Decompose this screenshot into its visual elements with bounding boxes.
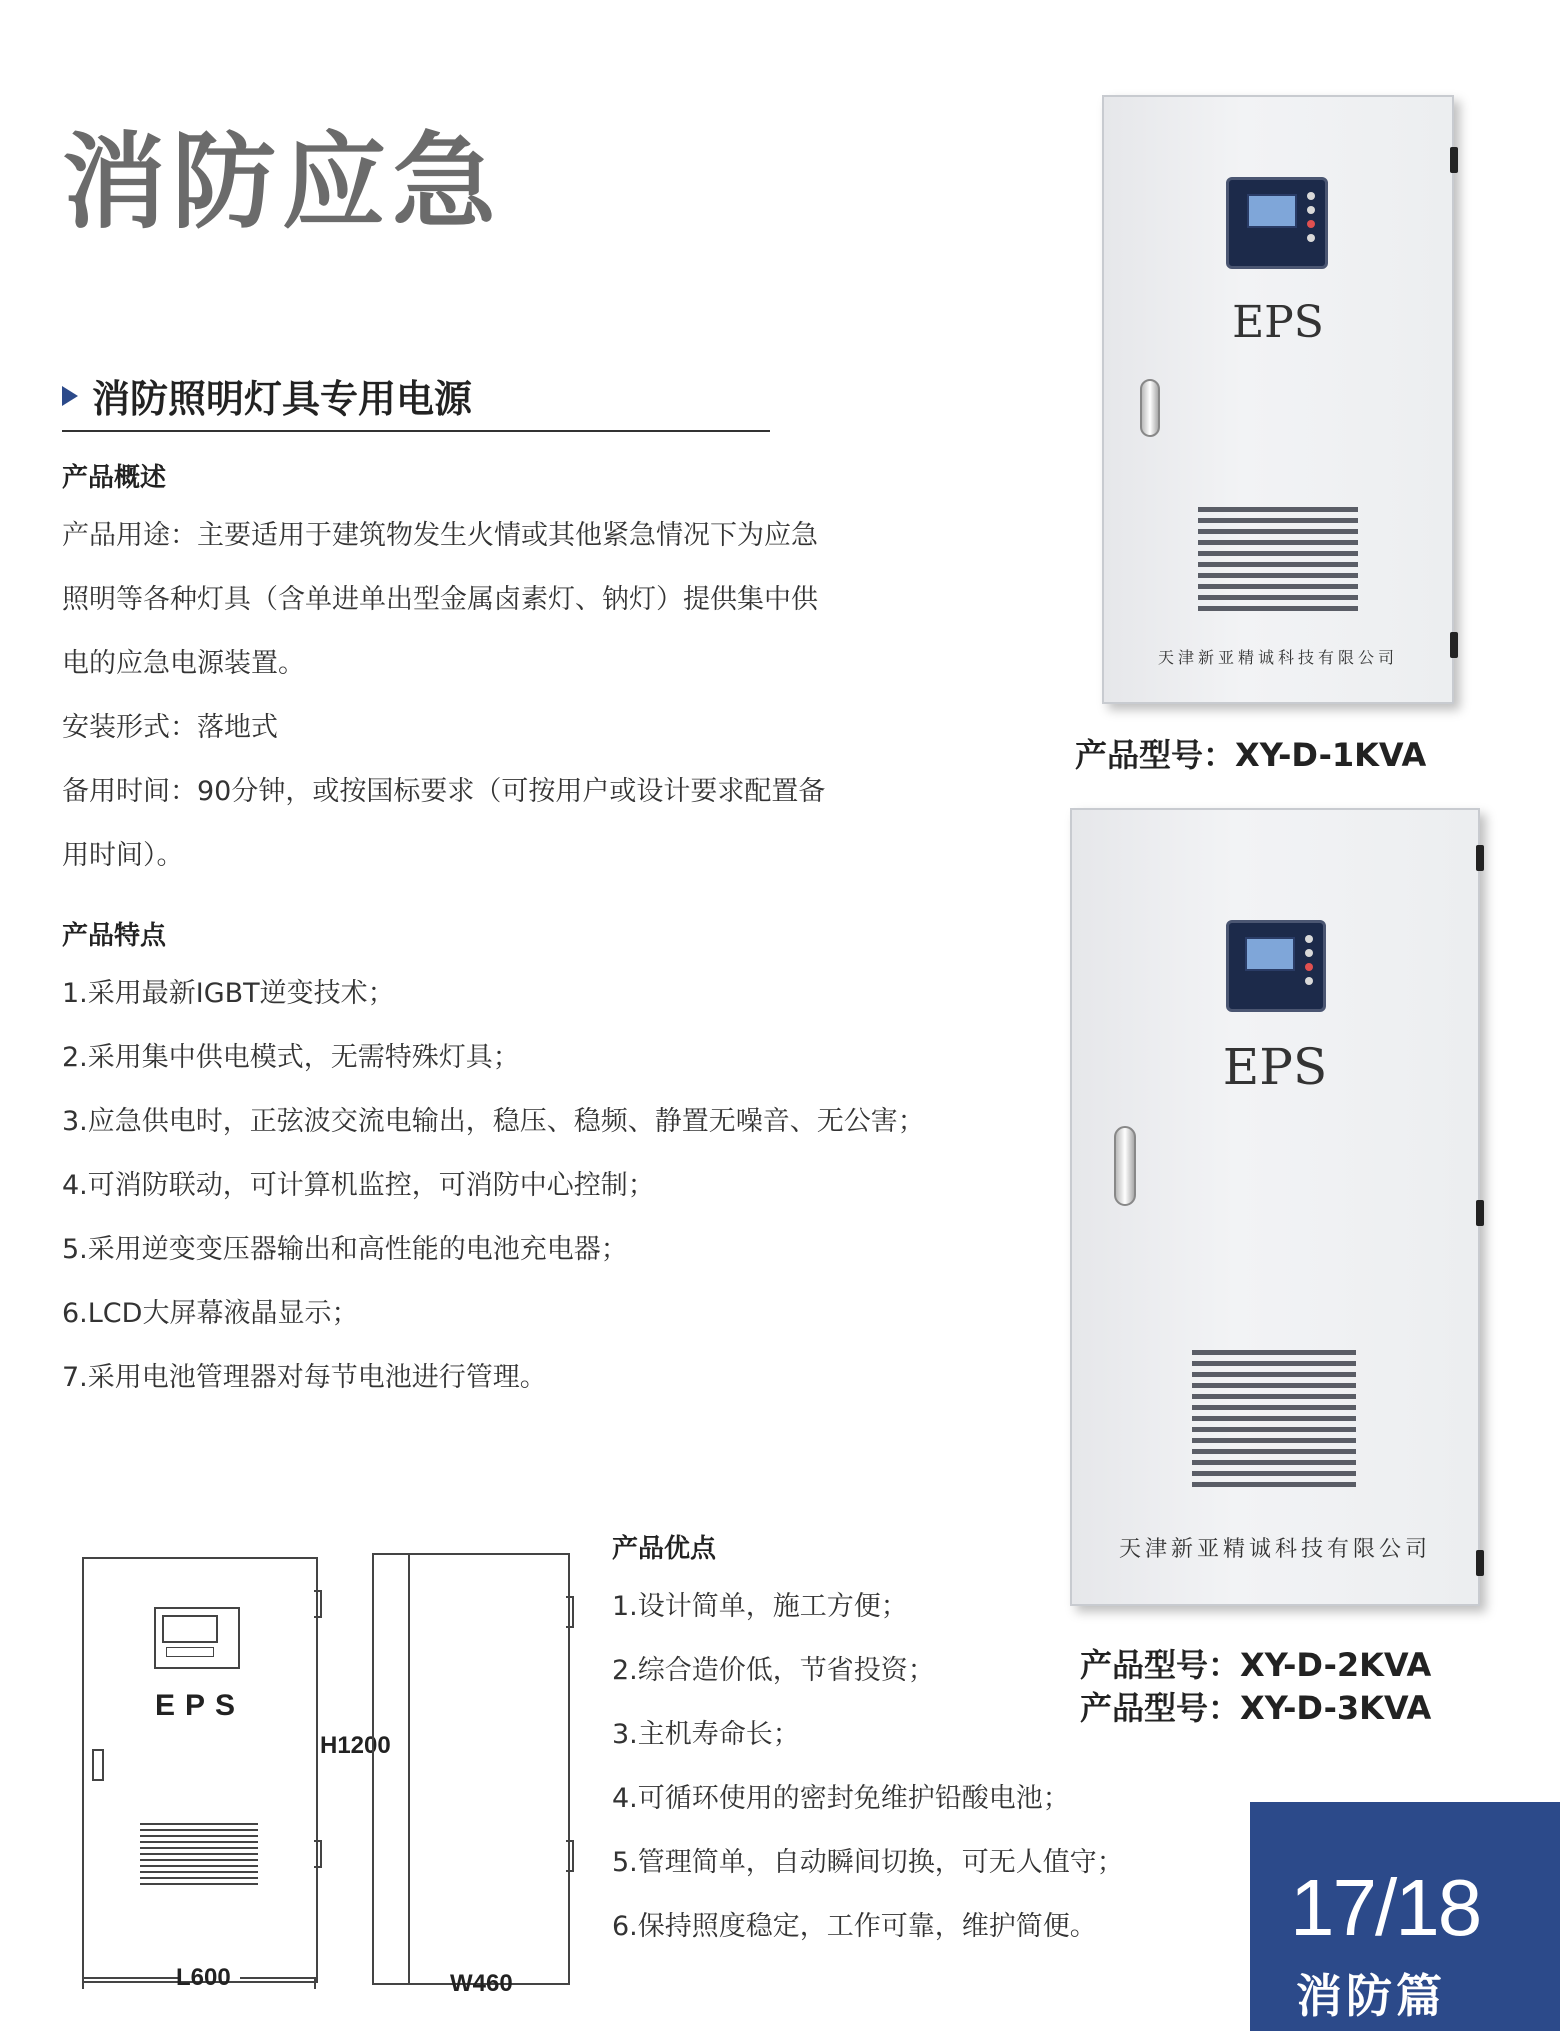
feature-item: 4.可消防联动，可计算机监控，可消防中心控制； <box>62 1170 655 1201</box>
model-1kva: 产品型号：XY-D-1KVA <box>1075 736 1427 774</box>
overview-text <box>62 504 825 888</box>
feature-item: 2.采用集中供电模式，无需特殊灯具； <box>62 1042 520 1073</box>
feature-item: 7.采用电池管理器对每节电池进行管理。 <box>62 1362 547 1393</box>
eps-label: EPS <box>1232 297 1324 348</box>
feature-item: 3.应急供电时，正弦波交流电输出，稳压、稳频、静置无噪音、无公害； <box>62 1106 925 1137</box>
door-handle-icon <box>1114 1126 1136 1206</box>
overview-line: 产品用途：主要适用于建筑物发生火情或其他紧急情况下为应急 <box>62 520 818 551</box>
drawing-front-view <box>82 1557 318 1983</box>
advantage-item: 3.主机寿命长； <box>612 1719 800 1750</box>
overview-heading: 产品概述 <box>62 463 167 493</box>
advantage-item: 4.可循环使用的密封免维护铅酸电池； <box>612 1783 1070 1814</box>
drawing-vent-icon <box>140 1823 258 1885</box>
door-handle-icon <box>1140 379 1160 437</box>
advantage-item: 2.综合造价低，节省投资； <box>612 1655 935 1686</box>
overview-line: 照明等各种灯具（含单进单出型金属卤素灯、钠灯）提供集中供 <box>62 584 818 615</box>
product-photo-2kva <box>1070 808 1480 1606</box>
lcd-panel-icon <box>1226 920 1326 1012</box>
eps-label: EPS <box>1222 1038 1328 1096</box>
advantages-heading: 产品优点 <box>612 1534 717 1564</box>
vent-grille-icon <box>1192 1350 1356 1490</box>
advantages-list <box>612 1575 1124 1959</box>
overview-line: 用时间）。 <box>62 840 184 871</box>
vent-grille-icon <box>1198 507 1358 613</box>
drawing-eps-label: EPS <box>154 1689 246 1722</box>
feature-item: 6.LCD大屏幕液晶显示； <box>62 1298 359 1329</box>
section-name: 消防篇 <box>1296 1969 1446 2023</box>
model-3kva: 产品型号：XY-D-3KVA <box>1080 1689 1432 1727</box>
overview-line: 电的应急电源装置。 <box>62 648 305 679</box>
page-number-box <box>1250 1802 1560 2031</box>
overview-line: 备用时间：90分钟，或按国标要求（可按用户或设计要求配置备 <box>62 776 826 807</box>
company-label: 天津新亚精诚科技有限公司 <box>1157 648 1398 667</box>
feature-item: 5.采用逆变变压器输出和高性能的电池充电器； <box>62 1234 628 1265</box>
drawing-side-view <box>372 1553 570 1985</box>
advantage-item: 6.保持照度稳定，工作可靠，维护简便。 <box>612 1911 1097 1942</box>
features-heading: 产品特点 <box>62 921 167 951</box>
features-list <box>62 962 925 1410</box>
advantage-item: 5.管理简单，自动瞬间切换，可无人值守； <box>612 1847 1124 1878</box>
dimension-length: L600 <box>176 1964 231 1991</box>
page-number: 17/18 <box>1290 1863 1481 1952</box>
subtitle-text: 消防照明灯具专用电源 <box>92 377 473 421</box>
drawing-display-icon <box>154 1607 240 1669</box>
overview-line: 安装形式：落地式 <box>62 712 278 743</box>
lcd-panel-icon <box>1226 177 1328 269</box>
company-label: 天津新亚精诚科技有限公司 <box>1118 1537 1431 1562</box>
dimension-width: W460 <box>450 1970 513 1997</box>
product-photo-1kva <box>1102 95 1454 704</box>
dimension-height: H1200 <box>320 1732 391 1759</box>
model-2kva: 产品型号：XY-D-2KVA <box>1080 1646 1432 1684</box>
feature-item: 1.采用最新IGBT逆变技术； <box>62 978 395 1009</box>
page-title: 消防应急 <box>62 121 503 243</box>
section-subtitle <box>62 368 472 423</box>
divider <box>62 430 770 432</box>
drawing-handle-icon <box>92 1749 104 1781</box>
triangle-bullet-icon <box>62 386 78 406</box>
advantage-item: 1.设计简单，施工方便； <box>612 1591 908 1622</box>
